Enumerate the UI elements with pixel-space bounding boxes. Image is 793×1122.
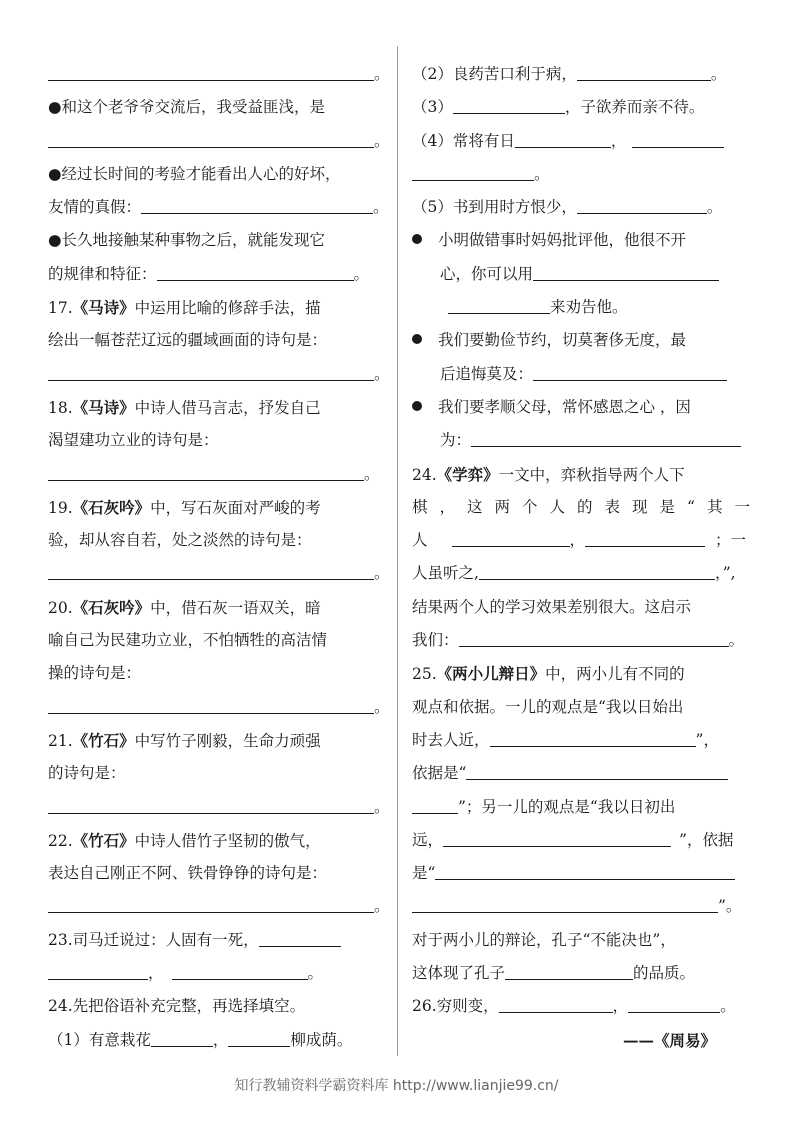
bullet-item: 小明做错事时妈妈批评他，他很不开: [412, 224, 750, 257]
answer-line: 这体现了孔子 的品质。: [412, 964, 696, 983]
answer-line: 我们： 。: [412, 631, 745, 650]
blank[interactable]: [448, 297, 550, 314]
blank[interactable]: [490, 730, 696, 747]
blank[interactable]: [533, 364, 727, 381]
question-24: 24.先把俗语补充完整，再选择填空。: [48, 997, 306, 1016]
blank[interactable]: [141, 197, 373, 214]
blank[interactable]: [48, 963, 148, 980]
blank[interactable]: [453, 97, 565, 114]
blank[interactable]: [228, 1030, 290, 1047]
answer-line: 的规律和特征： 。: [48, 264, 370, 283]
answer-line: 友情的真假： 。: [48, 198, 389, 217]
blank[interactable]: [632, 131, 724, 148]
bullet-item: 我们要勤俭节约，切莫奢侈无度，最: [412, 324, 750, 357]
answer-line: ”；另一儿的观点是“我以日初出: [412, 791, 750, 824]
blank[interactable]: [157, 264, 354, 281]
item-bullet-text: ●和这个老爷爷交流后，我受益匪浅，是: [48, 98, 326, 117]
blank[interactable]: [505, 963, 633, 980]
blank[interactable]: [435, 863, 735, 880]
bullet-icon: [412, 334, 422, 344]
answer-line: 。: [48, 791, 386, 824]
column-divider: [397, 46, 398, 1056]
question-text: 的诗句是：: [48, 764, 126, 783]
question-26: 26.穷则变， ， 。: [412, 997, 736, 1016]
blank[interactable]: [628, 996, 720, 1013]
blank[interactable]: [151, 1030, 213, 1047]
answer-line: 心，你可以用: [412, 258, 750, 291]
question-22: 22.《竹石》中诗人借竹子坚韧的傲气，: [48, 830, 321, 850]
question-text: 验，却从容自若，处之淡然的诗句是：: [48, 531, 312, 550]
blank[interactable]: [499, 996, 613, 1013]
question-24-2: （2）良药苦口利于病， 。: [412, 65, 727, 83]
answer-line: 为：: [412, 424, 750, 457]
blank[interactable]: [471, 430, 741, 447]
answer-line: 时去人近， ”，: [412, 730, 719, 749]
blank[interactable]: [577, 64, 711, 81]
bullet-icon: [412, 234, 422, 244]
blank[interactable]: [577, 197, 707, 214]
blank[interactable]: [585, 530, 705, 547]
answer-line: 是“: [412, 857, 750, 890]
question-21: 21.《竹石》中写竹子刚毅，生命力顽强: [48, 730, 321, 750]
blank[interactable]: [48, 797, 374, 814]
answer-line: ”。: [412, 890, 750, 923]
blank[interactable]: [48, 697, 374, 714]
question-text: 棋，这两个人的表现是“其一: [412, 497, 750, 516]
bullet-item: 我们要孝顺父母，常怀感恩之心 ，因: [412, 391, 750, 424]
blank[interactable]: [533, 264, 719, 281]
blank[interactable]: [515, 131, 611, 148]
question-18: 18.《马诗》中诗人借马言志，抒发自己: [48, 397, 321, 417]
question-text: 渴望建功立业的诗句是：: [48, 431, 219, 450]
blank[interactable]: [259, 930, 341, 947]
answer-line: 。: [48, 358, 386, 391]
question-25: 25.《两小儿辩日》中，两小儿有不同的: [412, 664, 685, 684]
question-24-1: （1）有意栽花 ， 柳成荫。: [48, 1030, 353, 1049]
answer-line: 。: [48, 890, 386, 923]
question-24-4: （4）常将有日 ，: [412, 125, 750, 158]
question-text: 观点和依据。一儿的观点是“我以日始出: [412, 697, 684, 716]
blank[interactable]: [479, 563, 715, 580]
blank[interactable]: [412, 896, 718, 913]
blank[interactable]: [48, 131, 374, 148]
answer-line: 来劝告他。: [412, 291, 750, 324]
question-20: 20.《石灰吟》中，借石灰一语双关，暗: [48, 597, 321, 617]
answer-line: 。: [412, 158, 750, 191]
blank[interactable]: [459, 630, 729, 647]
question-17: 17.《马诗》中运用比喻的修辞手法，描: [48, 298, 321, 318]
blank[interactable]: [48, 364, 374, 381]
item-bullet-text: ●长久地接触某种事物之后，就能发现它: [48, 231, 326, 250]
question-text: 对于两小儿的辩论，孔子“不能决也”，: [412, 930, 676, 949]
blank[interactable]: [412, 164, 534, 181]
left-column: [48, 58, 390, 1057]
answer-line: 远， ”，依据: [412, 830, 734, 849]
blank[interactable]: [48, 563, 374, 580]
question-text: 喻自己为民建功立业，不怕牺牲的高洁情: [48, 631, 328, 650]
answer-line: ， 。: [48, 957, 386, 990]
page-footer: 知行教辅资料学霸资料库 http://www.lianjie99.cn/: [234, 1078, 559, 1094]
item-bullet-text: ●经过长时间的考验才能看出人心的好坏，: [48, 164, 341, 183]
answer-line: 。: [48, 691, 386, 724]
answer-line: 。: [48, 125, 386, 158]
question-24-3: （3） ，子欲养而亲不待。: [412, 98, 705, 117]
question-text: 结果两个人的学习效果差别很大。这启示: [412, 597, 692, 616]
question-24b: 24.《学弈》一文中，弈秋指导两个人下: [412, 464, 685, 484]
question-text: 绘出一幅苍茫辽远的疆域画面的诗句是：: [48, 331, 328, 350]
blank[interactable]: [443, 830, 671, 847]
answer-line: 人 ， ；一: [412, 531, 747, 550]
question-24-5: （5）书到用时方恨少， 。: [412, 198, 723, 217]
quote-source: ——《周易》: [622, 1030, 716, 1050]
answer-line: 。: [48, 458, 386, 491]
blank[interactable]: [48, 896, 374, 913]
question-text: 表达自己刚正不阿、铁骨铮铮的诗句是：: [48, 864, 328, 883]
answer-line: 依据是“: [412, 757, 750, 790]
blank[interactable]: [48, 464, 364, 481]
blank[interactable]: [48, 64, 374, 81]
answer-line: 。: [48, 557, 386, 590]
blank[interactable]: [452, 530, 570, 547]
answer-line: 后追悔莫及：: [412, 358, 750, 391]
question-23: 23.司马迁说过：人固有一死，: [48, 924, 386, 957]
blank[interactable]: [172, 963, 308, 980]
answer-line: 。: [48, 58, 386, 91]
answer-line: 人虽听之, ，”,: [412, 564, 736, 583]
blank[interactable]: [466, 763, 728, 780]
question-19: 19.《石灰吟》中，写石灰面对严峻的考: [48, 497, 321, 517]
blank[interactable]: [412, 797, 458, 814]
quote-source-line: [412, 1024, 750, 1057]
right-column: [412, 58, 750, 1057]
bullet-icon: [412, 401, 422, 411]
question-text: 操的诗句是：: [48, 664, 142, 683]
